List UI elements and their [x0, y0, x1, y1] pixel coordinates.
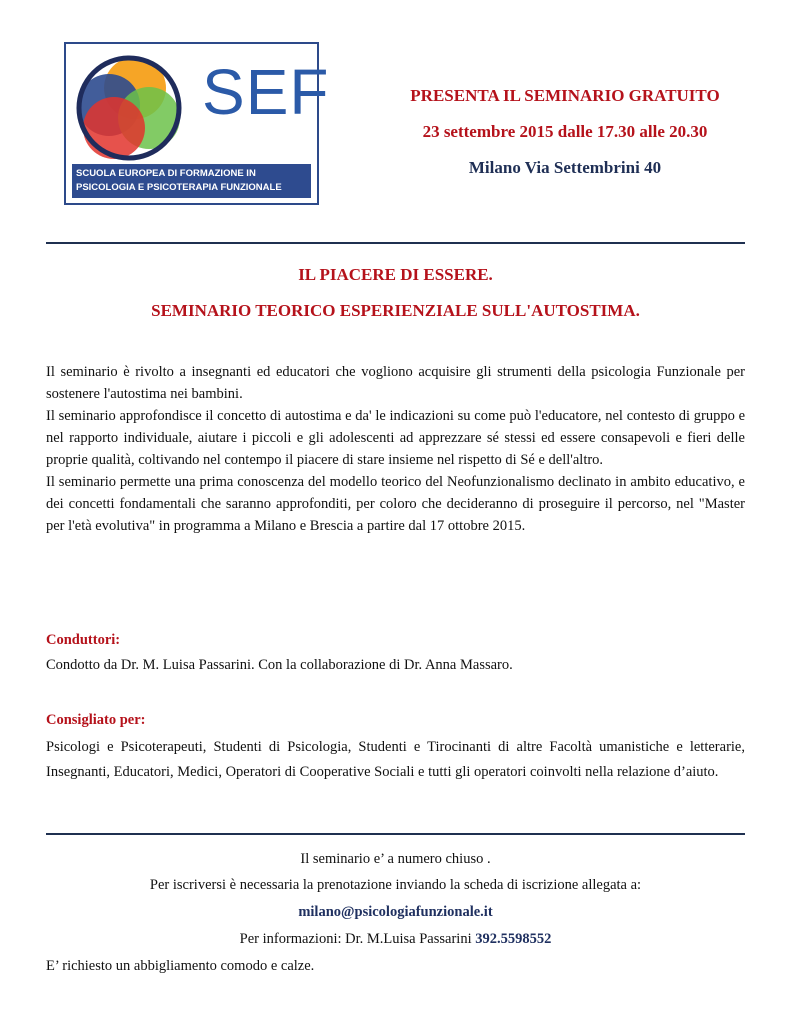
seminar-subtitle: SEMINARIO TEORICO ESPERIENZIALE SULL'AUTOSTIMA. [151, 301, 640, 320]
limited-seats-note: Il seminario e’ a numero chiuso . [300, 851, 491, 867]
consigliato-text: Psicologi e Psicoterapeuti, Studenti di Psicologia, Studenti e Tirocinanti di altre Facoltà umanistiche e letterarie, Insegnanti, Educatori, Medici, Operatori di Cooperative Sociali e tutti gli operatori coinvolti nella relazione d’aiuto. [46, 739, 745, 780]
info-prefix: Per informazioni: Dr. M.Luisa Passarini [239, 931, 472, 947]
info-line [46, 931, 745, 948]
logo-band [72, 164, 311, 198]
contact-phone[interactable]: 392.5598552 [475, 931, 552, 947]
logo-band-line2: PSICOLOGIA E PSICOTERAPIA FUNZIONALE [76, 182, 282, 193]
header-location: Milano Via Settembrini 40 [468, 158, 662, 177]
header-line1: PRESENTA IL SEMINARIO GRATUITO [410, 86, 720, 105]
divider-bottom [46, 833, 745, 835]
logo-acronym: SEF [202, 56, 330, 128]
dress-note: E’ richiesto un abbigliamento comodo e calze. [46, 958, 315, 974]
conduttori-heading: Conduttori: [46, 632, 121, 648]
seminar-title: IL PIACERE DI ESSERE. [298, 265, 493, 284]
conduttori-text: Condotto da Dr. M. Luisa Passarini. Con la collaborazione di Dr. Anna Massaro. [46, 657, 513, 673]
sef-logo [64, 42, 330, 205]
intro-paragraph-3: Il seminario permette una prima conoscenza del modello teorico del Neofunzionalismo declinato in ambito educativo, e dei concetti fondamentali che saranno approfonditi, per coloro che decideranno di proseguire il percorso, nel "Master per l'età evolutiva" in programma a Milano e Brescia a partire dal 17 ottobre 2015. [46, 474, 745, 534]
registration-note: Per iscriversi è necessaria la prenotazione inviando la scheda di iscrizione allegata a: [149, 877, 642, 893]
intro-paragraph-2: Il seminario approfondisce il concetto di autostima e da' le indicazioni su come può l'educatore, nel contesto di gruppo e nel rapporto individuale, aiutare i piccoli e gli adolescenti ad apprezzare sé stessi ed essere consapevoli e fieri delle proprie qualità, coltivando nel contempo il piacere di stare insieme nel rispetto di Sé e dell'altro. [46, 408, 745, 468]
intro-paragraph-1: Il seminario è rivolto a insegnanti ed educatori che vogliono acquisire gli strumenti della psicologia Funzionale per sostenere l'autostima nei bambini. [46, 364, 745, 402]
contact-email[interactable]: milano@psicologiafunzionale.it [298, 904, 493, 920]
divider-top [46, 242, 745, 244]
consigliato-heading: Consigliato per: [46, 712, 146, 728]
intro-text [46, 361, 745, 537]
logo-band-line1: SCUOLA EUROPEA DI FORMAZIONE IN [76, 168, 256, 179]
header-date: 23 settembre 2015 dalle 17.30 alle 20.30 [422, 122, 708, 141]
